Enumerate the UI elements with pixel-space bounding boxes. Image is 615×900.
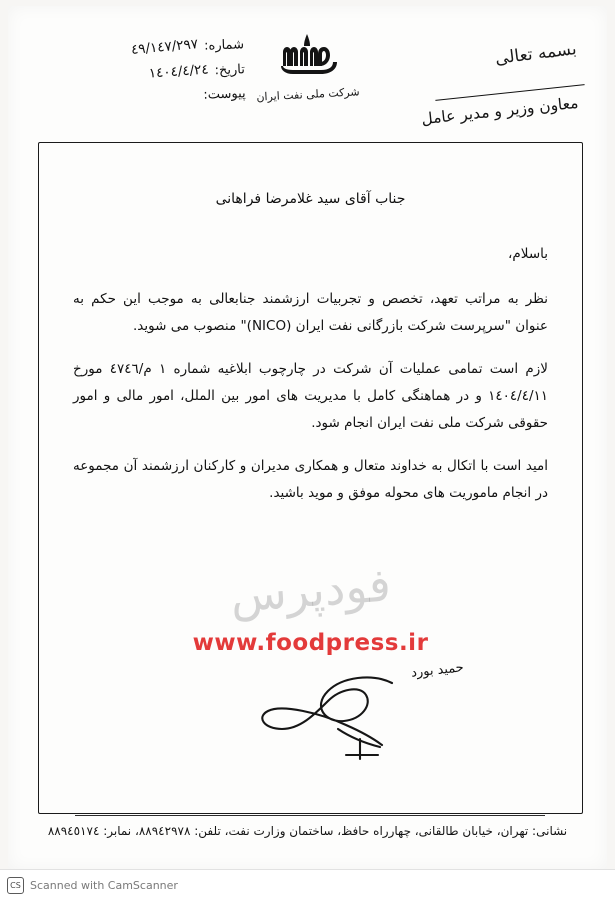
logo-glyph-icon <box>243 32 373 86</box>
watermark-url-text: www.foodpress.ir <box>192 630 429 656</box>
deputy-title: معاون وزیر و مدیر عامل <box>420 93 580 129</box>
watermark-script-text: فودپرس <box>228 557 393 623</box>
handwritten-signature-icon <box>242 667 457 762</box>
number-label: شماره: <box>203 37 245 54</box>
paragraph-1: نظر به مراتب تعهد، تخصص و تجربیات ارزشمند جنابعالی به موجب این حکم به عنوان "سرپرست شرکت بازرگانی نفت ایران (NICO)" منصوب می شوید. <box>73 291 548 334</box>
basmala-text: بسمه تعالی <box>494 39 578 69</box>
date-label: تاریخ: <box>214 62 246 79</box>
nioc-logo <box>243 32 373 104</box>
attachment-label: پیوست: <box>203 86 246 103</box>
letter-body-frame <box>38 142 583 814</box>
camscanner-strip <box>0 869 615 900</box>
paragraph-3: امید است با اتکال به خداوند متعال و همکاری مدیران و کارکنان ارزشمند آن مجموعه در انجام ماموریت های محوله موفق و موید باشید. <box>73 458 548 501</box>
document-header <box>0 18 615 138</box>
addressee-line: جناب آقای سید غلامرضا فراهانی <box>215 191 406 207</box>
meta-row-date <box>30 61 245 85</box>
date-value: ١٤٠٤/٤/٢٤ <box>148 61 210 82</box>
letter-content <box>73 185 548 523</box>
meta-row-number <box>29 36 244 60</box>
paragraph-2: لازم است تمامی عملیات آن شرکت در چارچوب ابلاغیه شماره ١ م/٤٧٤٦ مورخ ١٤٠٤/٤/١١ و در هماهنگی کامل با مدیریت های امور بین الملل، امور مالی و امور حقوقی شرکت ملی نفت ایران انجام شود. <box>73 361 548 431</box>
footer-divider <box>75 815 545 816</box>
logo-caption: شرکت ملی نفت ایران <box>255 85 360 104</box>
camscanner-text: Scanned with CamScanner <box>30 878 178 892</box>
header-meta-fields <box>29 36 246 116</box>
meta-row-attachment <box>31 86 246 108</box>
number-value: ٤٩/١٤٧/٢٩٧ <box>130 36 199 58</box>
signer-name: حمید بورد <box>410 660 465 681</box>
greeting-line: باسلام، <box>508 246 548 262</box>
footer-address: نشانی: تهران، خیابان طالقانی، چهارراه حافظ، ساختمان وزارت نفت، تلفن: ٨٨٩٤٢٩٧٨، نمابر: ٨٨٩٤٥١٧٤ <box>47 824 568 838</box>
signature-block <box>242 660 472 773</box>
nioc-emblem-icon <box>271 32 345 78</box>
camscanner-badge-icon: CS <box>7 877 24 894</box>
